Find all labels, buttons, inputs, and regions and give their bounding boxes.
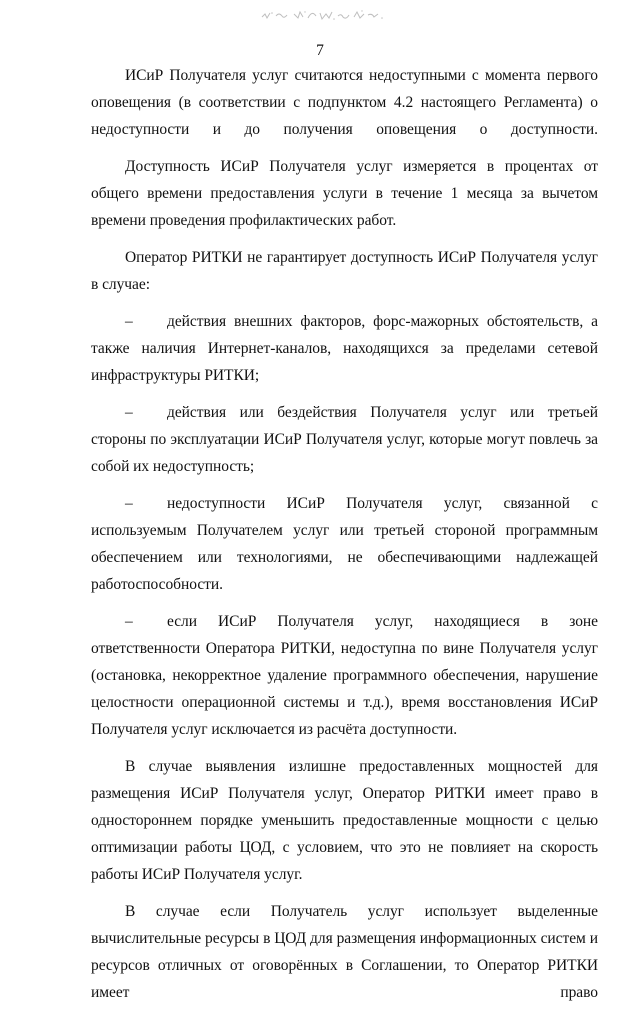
- dash-marker: –: [125, 613, 133, 630]
- list-item-text: недоступности ИСиР Получателя услуг, связанной с используемым Получателем услуг или третьей стороной программным обеспечением или технологиями, не обеспечивающими надлежащей работоспособности.: [91, 495, 598, 593]
- dash-marker: –: [125, 313, 133, 330]
- page-number: 7: [316, 42, 324, 59]
- paragraph-excess-capacity: В случае выявления излишне предоставленных мощностей для размещения ИСиР Получателя услуг, Оператор РИТКИ имеет право в одностороннем порядке уменьшить предоставленные мощности с целью оптимизации работы ЦОД, с условием, что это не повлияет на скорость работы ИСиР Получателя услуг.: [91, 758, 598, 883]
- list-item-text: действия внешних факторов, форс-мажорных обстоятельств, а также наличия Интернет-каналов, находящихся за пределами сетевой инфраструктуры РИТКИ;: [91, 313, 598, 384]
- list-item-text: если ИСиР Получателя услуг, находящиеся в зоне ответственности Оператора РИТКИ, недоступна по вине Получателя услуг (остановка, некорректное удаление программного обеспечения, нарушение целостности операционной системы и т.д.), время восстановления ИСиР Получателя услуг исключается из расчёта доступности.: [91, 613, 598, 738]
- paragraph-resource-misuse: В случае если Получатель услуг использует выделенные вычислительные ресурсы в ЦОД для размещения информационных систем и ресурсов отличных от оговорённых в Соглашении, то Оператор РИТКИ имеет право: [91, 903, 598, 1001]
- list-item-recipient-fault: [91, 608, 598, 743]
- paragraph-no-guarantee-intro: Оператор РИТКИ не гарантирует доступность ИСиР Получателя услуг в случае:: [91, 249, 598, 293]
- list-item-software-technologies: [91, 490, 598, 598]
- list-item-external-factors: [91, 308, 598, 389]
- scan-artifact-image: [258, 8, 388, 22]
- document-body: [91, 62, 598, 1016]
- dash-marker: –: [125, 495, 133, 512]
- list-item-text: действия или бездействия Получателя услуг или третьей стороны по эксплуатации ИСиР Получателя услуг, которые могут повлечь за собой их недоступность;: [91, 404, 598, 475]
- dash-marker: –: [125, 404, 133, 421]
- paragraph-availability-measurement: Доступность ИСиР Получателя услуг измеряется в процентах от общего времени предоставления услуги в течение 1 месяца за вычетом времени проведения профилактических работ.: [91, 158, 598, 229]
- paragraph-unavailability-period: ИСиР Получателя услуг считаются недоступными с момента первого оповещения (в соответствии с подпунктом 4.2 настоящего Регламента) о недоступности и до получения оповещения о доступности.: [91, 67, 598, 138]
- list-item-recipient-actions: [91, 399, 598, 480]
